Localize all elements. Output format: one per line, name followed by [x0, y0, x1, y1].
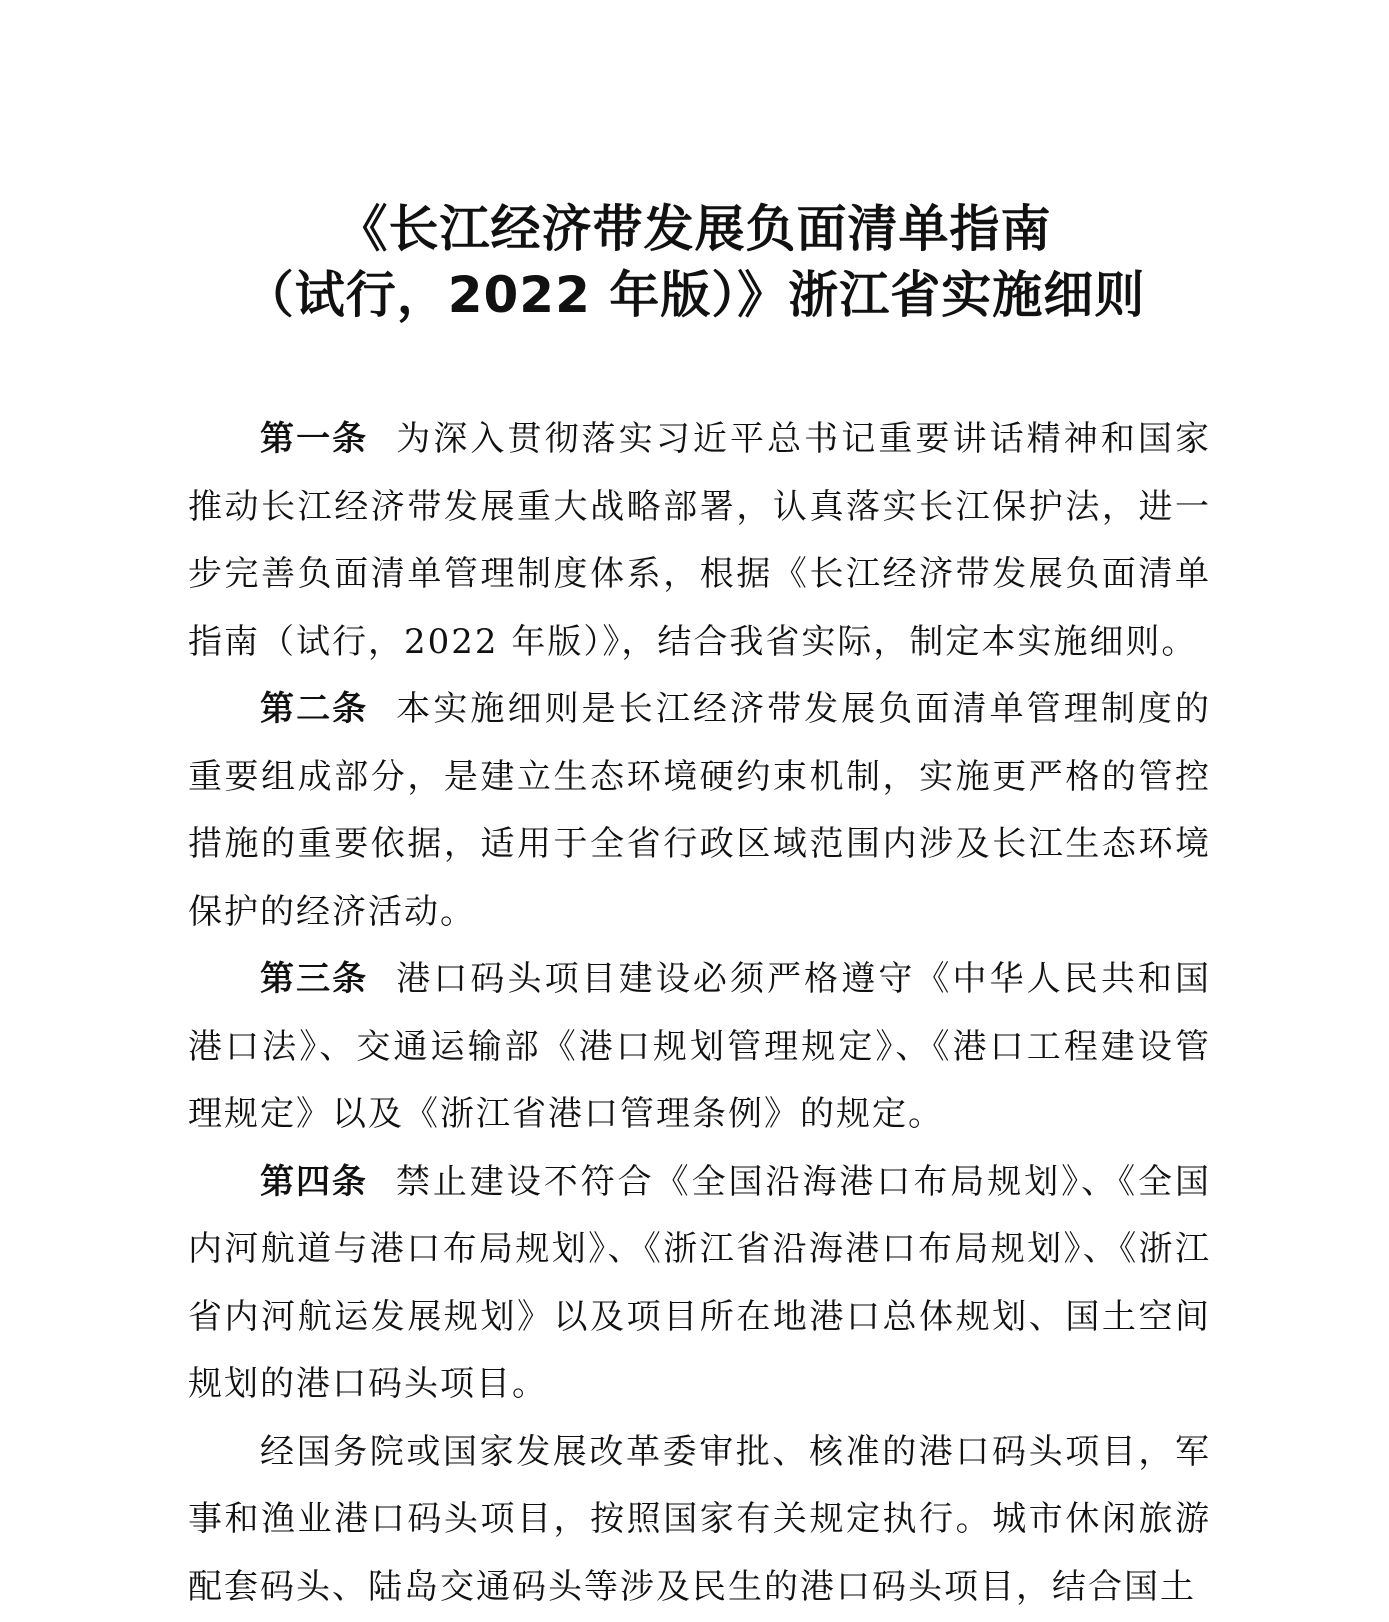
- document-body: [188, 406, 1211, 1621]
- article-label: 第二条: [260, 689, 369, 729]
- title-line-1: 《长江经济带发展负面清单指南: [337, 200, 1052, 258]
- title-line-2: （试行，2022 年版）》浙江省实施细则: [243, 266, 1146, 324]
- article-label: 第四条: [260, 1161, 368, 1202]
- article-label: 第三条: [260, 959, 369, 999]
- article-text: 港口码头项目建设必须严格遵守《中华人民共和国港口法》、交通运输部《港口规划管理规定》、《港口工程建设管理规定》以及《浙江省港口管理条例》的规定。: [188, 959, 1211, 1134]
- article-text: 禁止建设不符合《全国沿海港口布局规划》、《全国内河航道与港口布局规划》、《浙江省沿海港口布局规划》、《浙江省内河航运发展规划》以及项目所在地港口总体规划、国土空间规划的港口码头项目。: [188, 1161, 1212, 1404]
- article-text: 本实施细则是长江经济带发展负面清单管理制度的重要组成部分，是建立生态环境硬约束机制，实施更严格的管控措施的重要依据，适用于全省行政区域范围内涉及长江生态环境保护的经济活动。: [188, 689, 1211, 932]
- article-3: [188, 946, 1211, 1149]
- article-4-continuation: 经国务院或国家发展改革委审批、核准的港口码头项目，军事和渔业港口码头项目，按照国家有关规定执行。城市休闲旅游配套码头、陆岛交通码头等涉及民生的港口码头项目，结合国土: [188, 1431, 1211, 1607]
- article-label: 第一条: [260, 419, 369, 459]
- article-4: [188, 1149, 1211, 1419]
- article-1: [188, 406, 1211, 676]
- article-text: 为深入贯彻落实习近平总书记重要讲话精神和国家推动长江经济带发展重大战略部署，认真落实长江保护法，进一步完善负面清单管理制度体系，根据《长江经济带发展负面清单指南（试行，2022 年版）》，结合我省实际，制定本实施细则。: [188, 419, 1211, 662]
- article-2: [188, 676, 1211, 946]
- document-title: [0, 196, 1389, 328]
